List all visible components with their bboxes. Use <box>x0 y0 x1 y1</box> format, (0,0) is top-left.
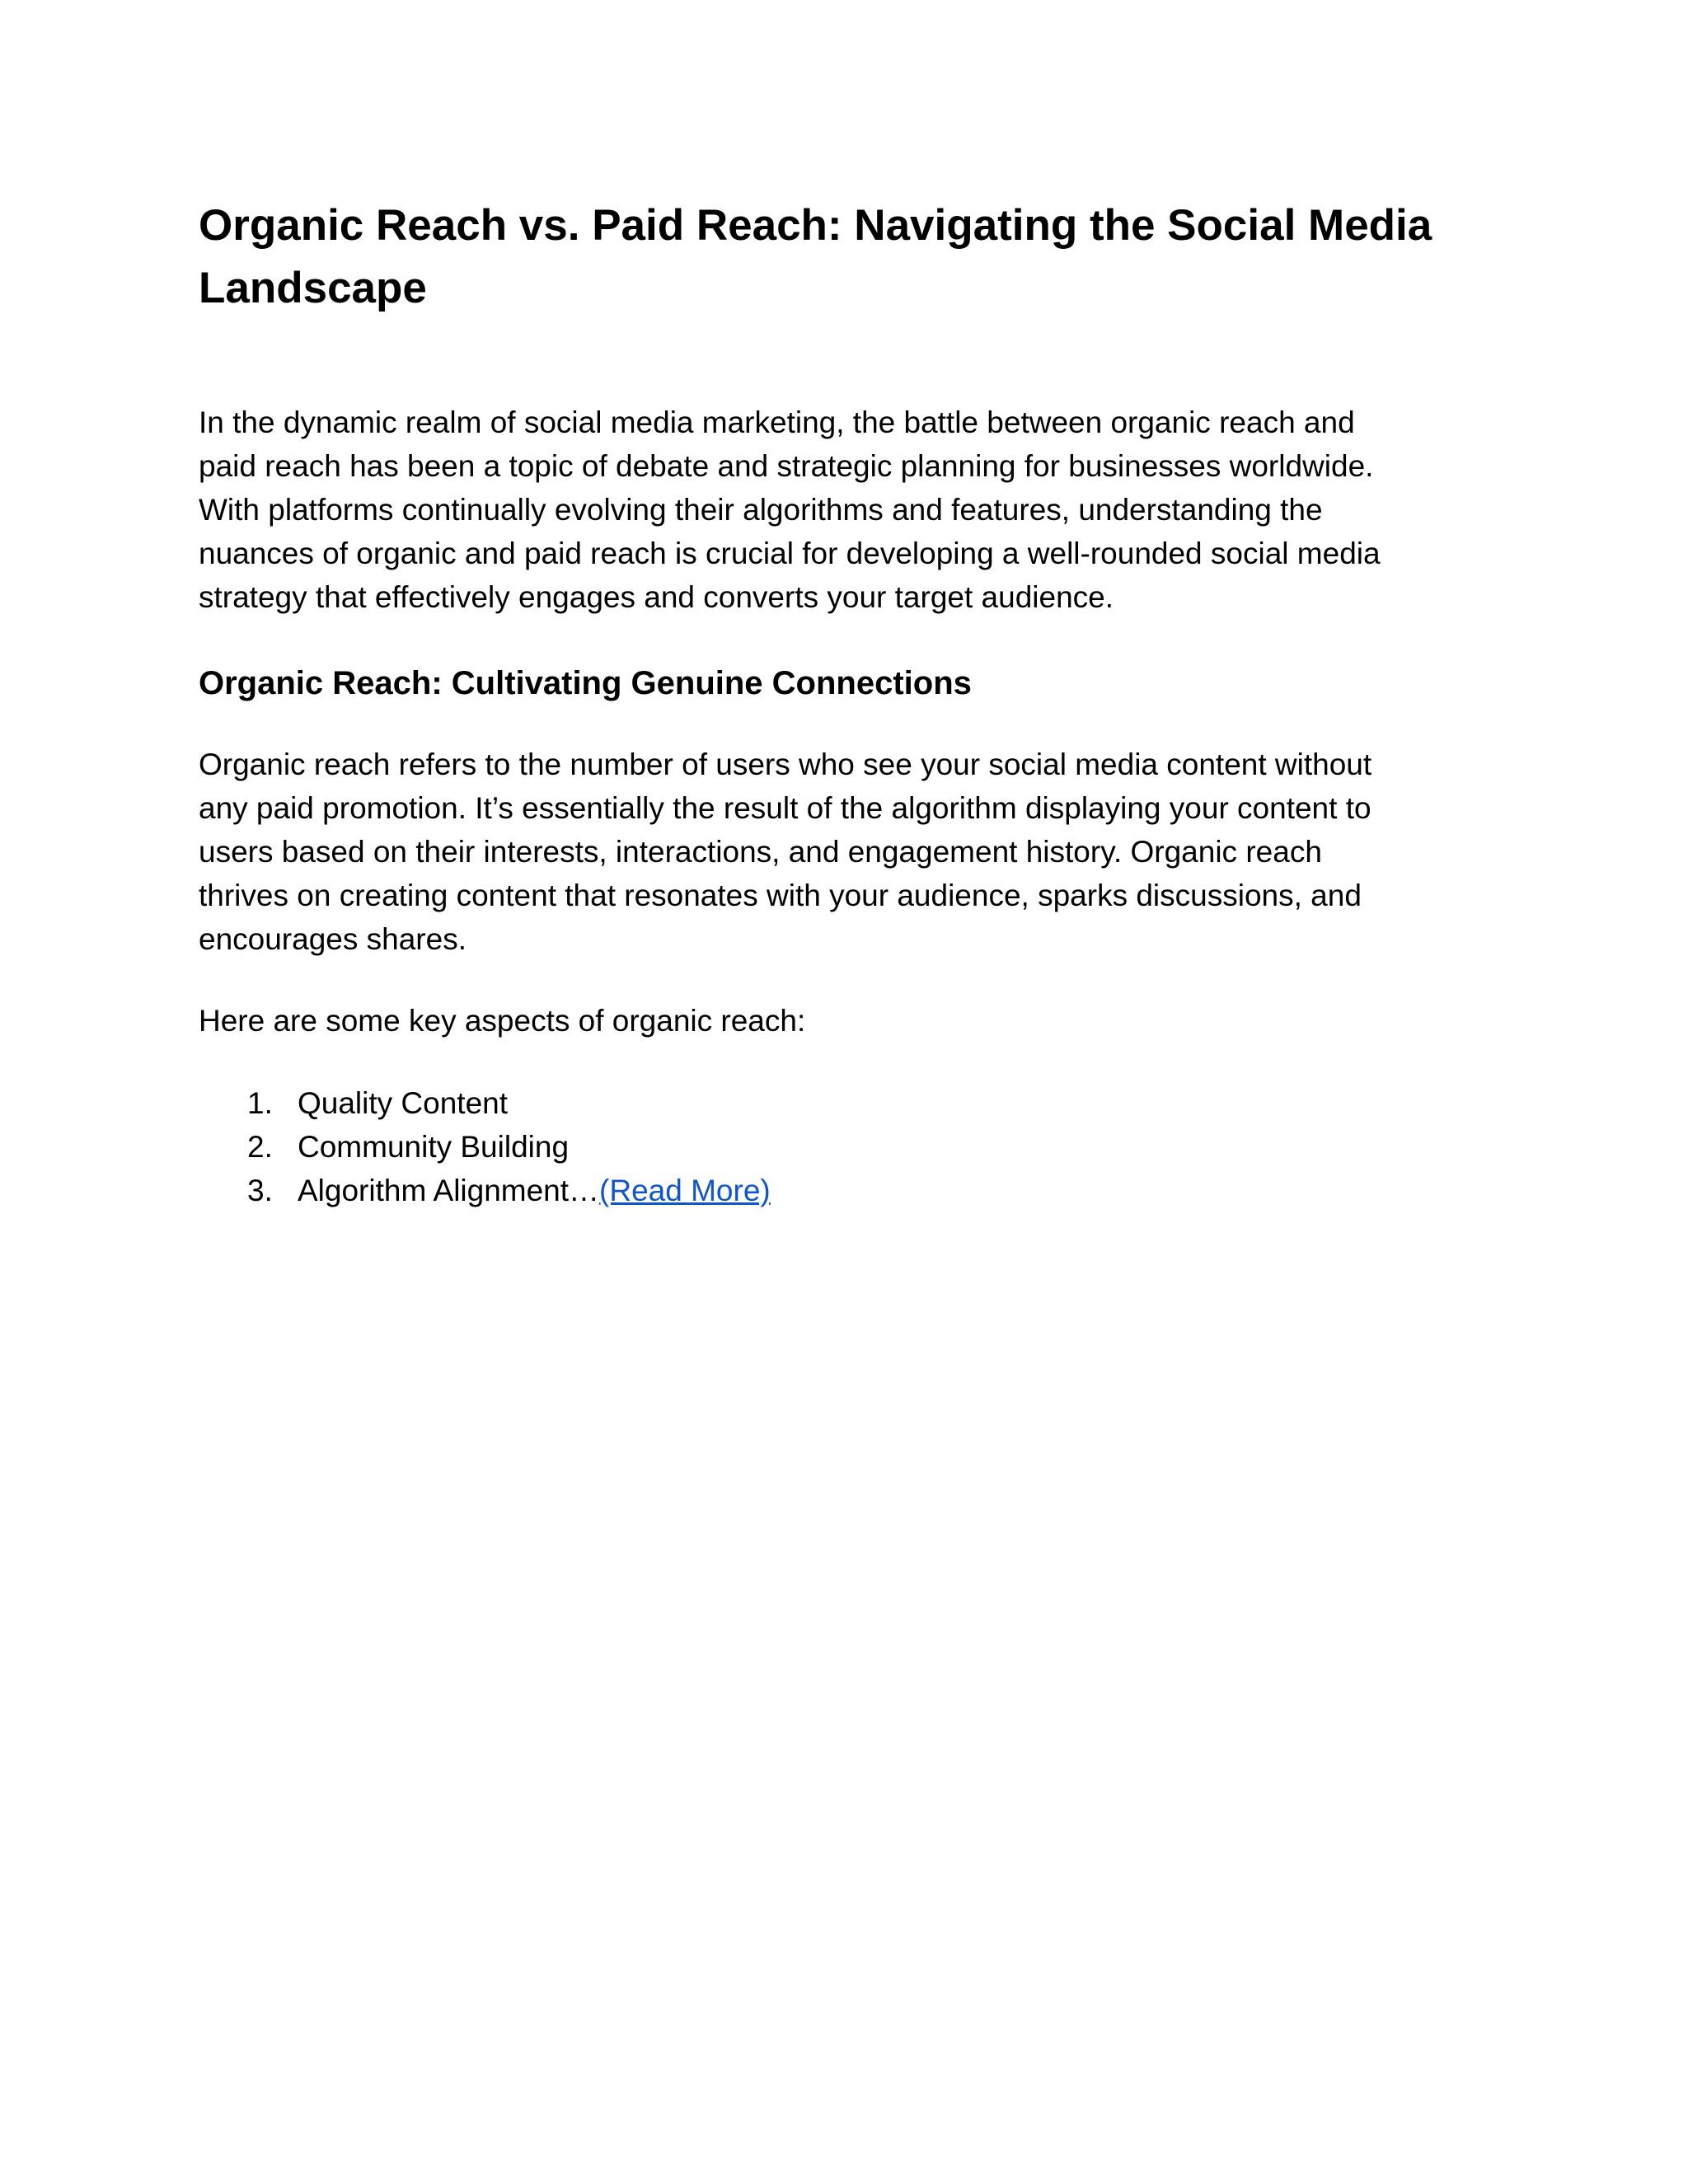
list-item-number: 3. <box>247 1174 273 1207</box>
paragraph-line: any paid promotion. It’s essentially the result of the algorithm displaying your content to <box>199 791 1372 825</box>
list-item-text: Quality Content <box>298 1086 509 1120</box>
list-item-number: 2. <box>247 1130 273 1164</box>
list-item-text: Community Building <box>298 1130 570 1164</box>
intro-paragraph <box>199 401 1501 619</box>
intro-line: In the dynamic realm of social media marketing, the battle between organic reach and <box>199 405 1355 439</box>
document-content <box>199 194 1501 1212</box>
organic-reach-paragraph <box>199 743 1501 961</box>
intro-line: nuances of organic and paid reach is crucial for developing a well-rounded social media <box>199 537 1381 570</box>
list-item-text: Algorithm Alignment… <box>298 1174 600 1207</box>
list-item <box>199 1081 1501 1125</box>
aspects-list <box>199 1081 1501 1212</box>
intro-line: With platforms continually evolving their algorithms and features, understanding the <box>199 493 1323 527</box>
paragraph-line: users based on their interests, interactions, and engagement history. Organic reach <box>199 835 1322 869</box>
list-item <box>199 1125 1501 1169</box>
intro-line: paid reach has been a topic of debate and strategic planning for businesses worldwide. <box>199 449 1374 483</box>
paragraph-line: encourages shares. <box>199 922 467 956</box>
intro-line: strategy that effectively engages and converts your target audience. <box>199 580 1114 614</box>
list-item-number: 1. <box>247 1086 273 1120</box>
paragraph-line: Organic reach refers to the number of users who see your social media content without <box>199 748 1372 781</box>
read-more-link[interactable]: (Read More) <box>599 1174 771 1207</box>
list-item <box>199 1169 1501 1212</box>
paragraph-line: thrives on creating content that resonates with your audience, sparks discussions, and <box>199 879 1362 912</box>
section-heading: Organic Reach: Cultivating Genuine Connections <box>199 665 972 701</box>
page-title: Organic Reach vs. Paid Reach: Navigating the Social Media Landscape <box>199 201 1432 312</box>
aspects-intro: Here are some key aspects of organic reach: <box>199 1004 806 1038</box>
